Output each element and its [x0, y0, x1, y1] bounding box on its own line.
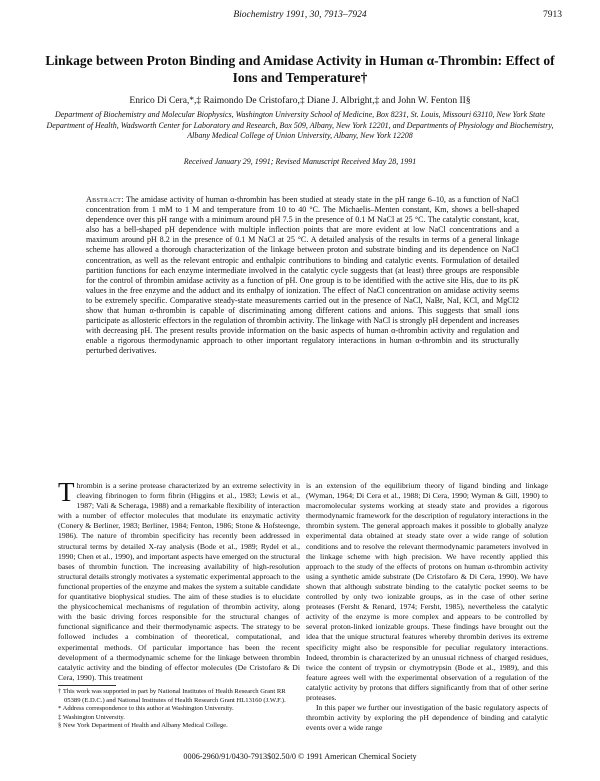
abstract-text: The amidase activity of human α-thrombin has been studied at steady state in the pH range 6–10, as a function of NaCl concentration from 1 mM to 1 M and temperature from 10 to 40 °C. The Michaelis–Menten constant, Km, shows a bell-shaped dependence over this pH range with a minimum around pH 7.5 in the presence of 0.1 M NaCl at 25 °C. The catalytic constant, kcat, also has a bell-shaped pH dependence with multiple inflection points that are more evident at low NaCl concentrations and a maximum around pH 8.2 in the presence of 0.1 M NaCl at 25 °C. A detailed analysis of the results in terms of a general linkage scheme has allowed a thorough characterization of the linkage between proton and substrate binding and its dependence on NaCl concentration, as well as the relevant entropic and enthalpic contributions to binding and catalytic events. Formulation of detailed partition functions for each enzyme intermediate involved in the catalytic cycle suggests that (at least) three groups are responsible for the control of thrombin amidase activity as a function of pH. One group is to be identified with the active site His, due to its pK values in the free enzyme and the adduct and its enthalpy of ionization. The effect of NaCl concentration on amidase activity seems to be extremely specific. Comparative steady-state measurements carried out in the presence of NaCl, NaBr, NaI, KCl, and MgCl2 show that human α-thrombin is capable of discriminating among different cations and anions. This suggests that small ions participate as allosteric effectors in the regulation of thrombin activity. The linkage with NaCl is strongly pH dependent and increases with decreasing pH. The present results provide information on the basic aspects of human α-thrombin activity and regulation and enable a rigorous thermodynamic approach to other important regulatory interactions in human α-thrombin and its structurally perturbed derivatives.	[86, 195, 519, 356]
drop-cap: T	[58, 477, 75, 507]
footnotes	[58, 688, 300, 731]
running-head	[0, 10, 600, 24]
footnote-divider	[58, 685, 116, 686]
body-column-right	[306, 481, 548, 733]
article-title: Linkage between Proton Binding and Amidase Activity in Human α-Thrombin: Effect of Ions and Temperature†	[45, 53, 555, 85]
body-paragraph: is an extension of the equilibrium theory of ligand binding and linkage (Wyman, 1964; Di Cera et al., 1988; Di Cera, 1990; Wyman & Gill, 1990) to macromolecular systems working at steady state and provides a rigorous thermodynamic framework for the description of regulatory interactions in the thrombin system. The general approach makes it possible to globally analyze experimental data obtained at steady state over a wide range of solution conditions and to resolve the relevant thermodynamic parameters involved in the linkage scheme with high precision. We have recently applied this approach to the study of the effects of protons on human α-thrombin activity using a synthetic amide substrate (De Cristofaro & Di Cera, 1990). We have shown that although substrate binding to the catalytic pocket seems to be controlled by only two ionizable groups, as in the case of other serine proteases (Fersht & Renard, 1974; Fersht, 1985), nevertheless the catalytic activity of the enzyme is more complex and appears to be controlled by several proton-linked ionizable groups. These findings have brought out the idea that the unique structural features whereby thrombin derives its extreme specificity might also be responsible for peculiar regulatory interactions. Indeed, thrombin is characterized by an unusual richness of charged residues, twice the content of trypsin or chymotrypsin (Bode et al., 1989), and this feature agrees well with the experimental observation of a regulation of the catalytic activity by protons that differs significantly from that of other serine proteases.	[306, 481, 548, 702]
affiliations: Department of Biochemistry and Molecular Biophysics, Washington University School of Medicine, Box 8231, St. Louis, Missouri 63110, New York State Department of Health, Wadsworth Center for Laboratory and Research, Box 509, Albany, New York 12201, and Departments of Physiology and Biochemistry, Albany Medical College of Union University, Albany, New York 12208	[46, 110, 554, 140]
received-dates: Received January 29, 1991; Revised Manuscript Received May 28, 1991	[183, 157, 417, 166]
footnote: ‡ Washington University.	[58, 713, 125, 721]
page-number: 7913	[543, 10, 562, 20]
abstract-label: Abstract:	[86, 195, 124, 204]
abstract	[86, 195, 519, 357]
journal-citation: Biochemistry 1991, 30, 7913–7924	[233, 10, 367, 20]
body-text-left: hrombin is a serine protease characterized by an extreme selectivity in cleaving fibrinogen to form fibrin (Higgins et al., 1983; Lewis et al., 1987; Vali & Scheraga, 1988) and a remarkable flexibility of interaction with a number of effector molecules that modulate its enzymatic activity (Conery & Berliner, 1983; Berliner, 1984; Fenton, 1986; Stone & Hofsteenge, 1986). The nature of thrombin specificity has recently been addressed in structural terms by detailed X-ray analysis (Bode et al., 1989; Rydel et al., 1990; Chen et al., 1990), and important aspects have emerged on the structural bases of thrombin function. The increasing availability of high-resolution structural details strongly motivates a systematic experimental approach to the functional properties of the enzyme and makes the system a suitable candidate for quantitative biophysical studies. The aim of these studies is to elucidate the physicochemical mechanisms of regulation of thrombin activity, along with the basic driving forces responsible for the structural changes of functional significance and their thermodynamic aspects. The strategy to be followed includes a combination of theoretical, computational, and experimental methods. Of particular importance has been the recent development of a thermodynamic scheme for the linkage between thrombin catalytic activity and the binding of effector molecules (De Cristofaro & Di Cera, 1990). This treatment	[58, 481, 300, 682]
footnote: † This work was supported in part by National Institutes of Health Research Grant RR 05389 (E.D.C.) and National Institutes of Health Research Grant HL13160 (J.W.F.).	[58, 688, 286, 704]
footnote: § New York Department of Health and Albany Medical College.	[58, 722, 228, 730]
body-paragraph: In this paper we further our investigation of the basic regulatory aspects of thrombin activity by exploring the pH dependence of binding and catalytic events over a wide range	[306, 703, 548, 733]
copyright-line: 0006-2960/91/0430-7913$02.50/0 © 1991 American Chemical Society	[183, 752, 417, 761]
footnote: * Address correspondence to this author at Washington University.	[58, 705, 234, 713]
author-list: Enrico Di Cera,*,‡ Raimondo De Cristofaro,‡ Diane J. Albright,‡ and John W. Fenton II§	[129, 96, 471, 106]
body-column-left	[58, 477, 300, 683]
